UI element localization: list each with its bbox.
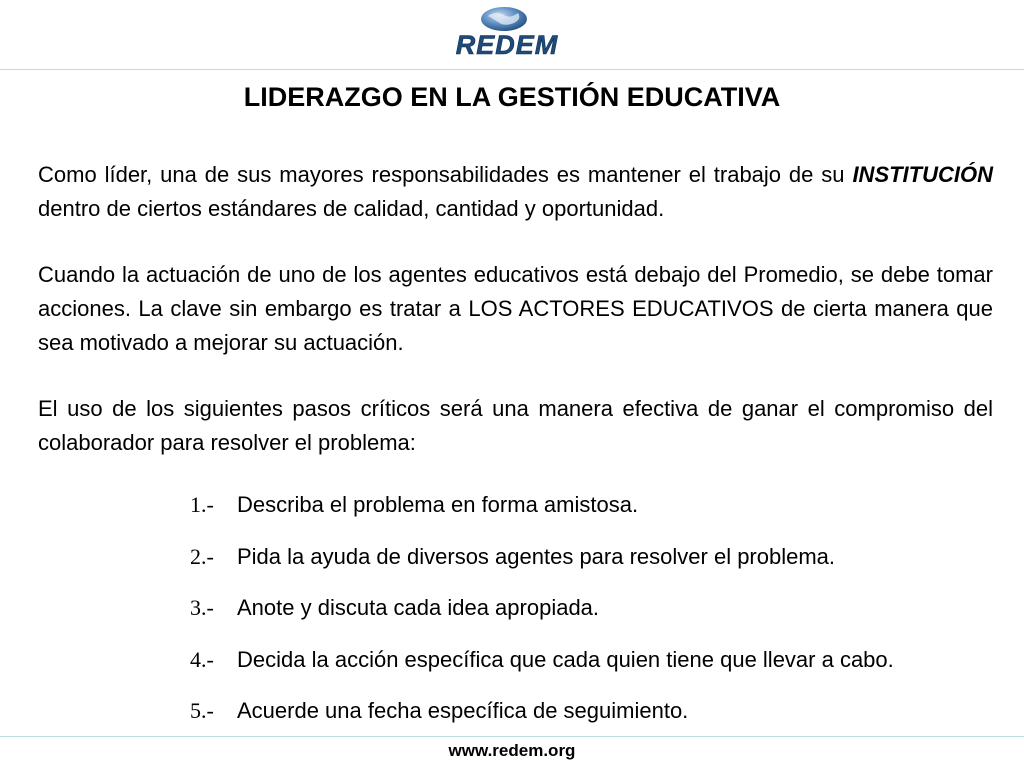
globe-icon: [481, 7, 527, 31]
page-title: LIDERAZGO EN LA GESTIÓN EDUCATIVA: [243, 82, 781, 112]
step-item: [190, 488, 990, 540]
footer-divider: [0, 736, 1024, 737]
paragraph-1: [38, 158, 993, 226]
step-number: 3.-: [190, 595, 214, 620]
content-body: [38, 158, 993, 460]
step-number: 1.-: [190, 492, 214, 517]
step-text: Acuerde una fecha específica de seguimiento.: [237, 698, 689, 723]
step-item: [190, 540, 990, 592]
step-number: 5.-: [190, 698, 214, 723]
institution-emphasis: INSTITUCIÓN: [852, 162, 993, 187]
step-item: [190, 591, 990, 643]
step-text: Anote y discuta cada idea apropiada.: [237, 595, 600, 620]
redem-logo: [422, 4, 592, 64]
paragraph-1-end: dentro de ciertos estándares de calidad, cantidad y oportunidad.: [38, 196, 665, 221]
step-text: Decida la acción específica que cada quien tiene que llevar a cabo.: [237, 646, 894, 672]
header-divider: [0, 69, 1024, 70]
step-text: Pida la ayuda de diversos agentes para resolver el problema.: [237, 543, 836, 569]
paragraph-1-start: Como líder, una de sus mayores responsabilidades es mantener el trabajo de su: [38, 162, 853, 187]
step-item: [190, 643, 990, 695]
step-item: [190, 694, 990, 746]
step-number: 4.-: [190, 646, 214, 672]
footer-url: www.redem.org: [448, 741, 576, 760]
paragraph-2: Cuando la actuación de uno de los agentes educativos está debajo del Promedio, se debe tomar acciones. La clave sin embargo es tratar a LOS ACTORES EDUCATIVOS de cierta manera que sea motivado a mejorar su actuación.: [38, 262, 993, 355]
step-number: 2.-: [190, 543, 214, 569]
logo-wordmark: REDEM: [455, 30, 559, 60]
paragraph-3: El uso de los siguientes pasos críticos será una manera efectiva de ganar el compromiso del colaborador para resolver el problema:: [38, 396, 993, 455]
steps-list: [190, 488, 990, 746]
step-text: Describa el problema en forma amistosa.: [237, 492, 639, 517]
